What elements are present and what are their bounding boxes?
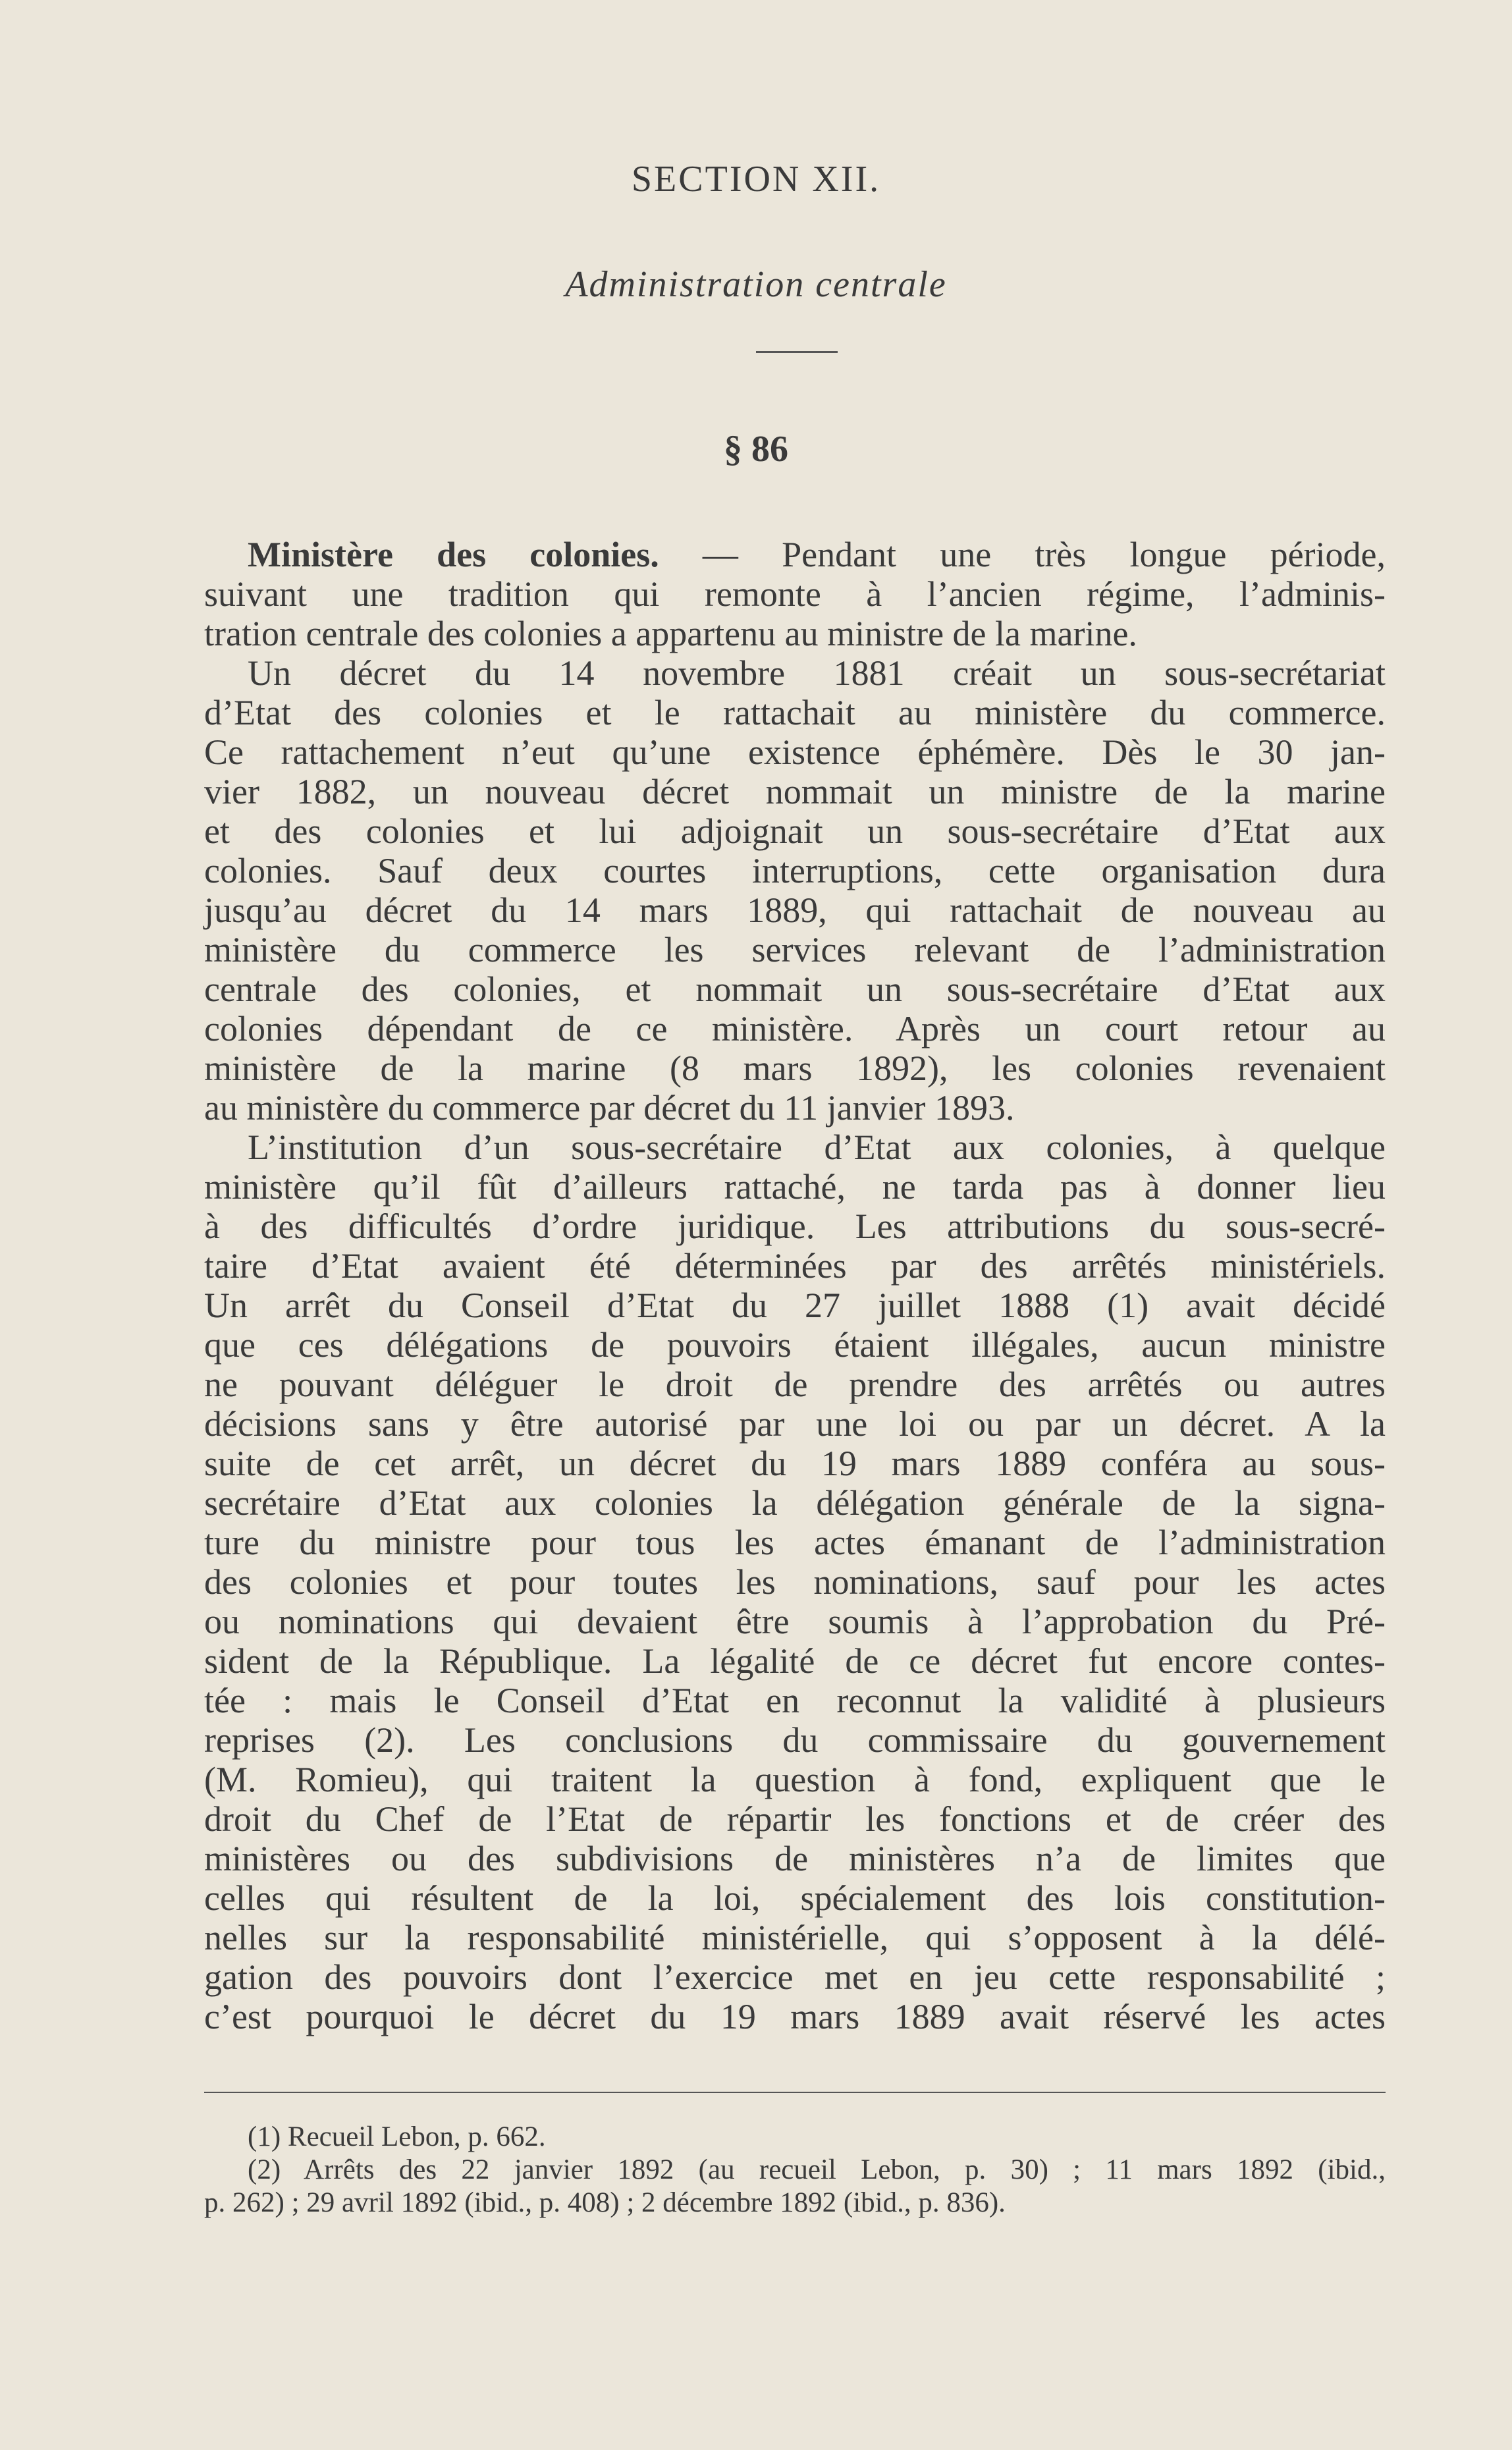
text-line: décisions sans y être autorisé par une loi ou par un décret. A la — [204, 1404, 1386, 1444]
text-line: tée : mais le Conseil d’Etat en reconnut la validité à plusieurs — [204, 1681, 1386, 1720]
text-line: tration centrale des colonies a appartenu au ministre de la marine. — [204, 614, 1137, 653]
text-line: sident de la République. La légalité de ce décret fut encore contes- — [204, 1641, 1386, 1681]
text-line: centrale des colonies, et nommait un sous-secrétaire d’Etat aux — [204, 969, 1386, 1009]
ornament-divider — [756, 351, 838, 353]
text-line: ture du ministre pour tous les actes émanant de l’administration — [204, 1523, 1386, 1562]
body-text — [204, 535, 1386, 2036]
footnote-line: (1) Recueil Lebon, p. 662. — [248, 2121, 546, 2152]
text-line: ministère de la marine (8 mars 1892), les colonies revenaient — [204, 1048, 1386, 1088]
text-line: ministère qu’il fût d’ailleurs rattaché, ne tarda pas à donner lieu — [204, 1167, 1386, 1207]
footnotes — [204, 2121, 1386, 2219]
section-subtitle: Administration centrale — [565, 264, 947, 305]
text-line: (M. Romieu), qui traitent la question à fond, expliquent que le — [204, 1760, 1386, 1799]
text-line — [204, 535, 1386, 574]
footnote-rule — [204, 2092, 1386, 2093]
text-line: vier 1882, un nouveau décret nommait un ministre de la marine — [204, 772, 1386, 811]
text-line: nelles sur la responsabilité ministérielle, qui s’opposent à la délé- — [204, 1918, 1386, 1957]
text-line: ou nominations qui devaient être soumis à l’approbation du Pré- — [204, 1602, 1386, 1641]
footnote-line: p. 262) ; 29 avril 1892 (ibid., p. 408) ; 2 décembre 1892 (ibid., p. 836). — [204, 2187, 1006, 2218]
text-line-content: — Pendant une très longue période, — [659, 535, 1386, 574]
text-line: colonies. Sauf deux courtes interruptions, cette organisation dura — [204, 851, 1386, 890]
text-line: reprises (2). Les conclusions du commissaire du gouvernement — [204, 1720, 1386, 1760]
text-line: Un arrêt du Conseil d’Etat du 27 juillet 1888 (1) avait décidé — [204, 1286, 1386, 1325]
lead-heading: Ministère des colonies. — [248, 535, 659, 574]
text-line: droit du Chef de l’Etat de répartir les fonctions et de créer des — [204, 1799, 1386, 1839]
text-line: colonies dépendant de ce ministère. Après un court retour au — [204, 1009, 1386, 1048]
text-line: taire d’Etat avaient été déterminées par des arrêtés ministériels. — [204, 1246, 1386, 1286]
text-line: des colonies et pour toutes les nominations, sauf pour les actes — [204, 1562, 1386, 1602]
text-line: ministères ou des subdivisions de ministères n’a de limites que — [204, 1839, 1386, 1878]
text-line: secrétaire d’Etat aux colonies la délégation générale de la signa- — [204, 1483, 1386, 1523]
text-line: celles qui résultent de la loi, spécialement des lois constitution- — [204, 1878, 1386, 1918]
text-line: gation des pouvoirs dont l’exercice met en jeu cette responsabilité ; — [204, 1957, 1386, 1997]
text-line: jusqu’au décret du 14 mars 1889, qui rattachait de nouveau au — [204, 890, 1386, 930]
text-line: à des difficultés d’ordre juridique. Les attributions du sous-secré- — [204, 1207, 1386, 1246]
text-line: c’est pourquoi le décret du 19 mars 1889 avait réservé les actes — [204, 1997, 1386, 2036]
text-line: suivant une tradition qui remonte à l’ancien régime, l’adminis- — [204, 574, 1386, 614]
footnote-line: (2) Arrêts des 22 janvier 1892 (au recueil Lebon, p. 30) ; 11 mars 1892 (ibid., — [248, 2154, 1386, 2185]
text-line: suite de cet arrêt, un décret du 19 mars 1889 conféra au sous- — [204, 1444, 1386, 1483]
text-line: au ministère du commerce par décret du 11 janvier 1893. — [204, 1088, 1015, 1128]
text-line: L’institution d’un sous-secrétaire d’Etat aux colonies, à quelque — [248, 1128, 1386, 1167]
section-heading: SECTION XII. — [631, 159, 881, 200]
text-line: ne pouvant déléguer le droit de prendre des arrêtés ou autres — [204, 1365, 1386, 1404]
text-line: et des colonies et lui adjoignait un sous-secrétaire d’Etat aux — [204, 811, 1386, 851]
paragraph-number: § 86 — [724, 429, 788, 470]
text-line: ministère du commerce les services relevant de l’administration — [204, 930, 1386, 969]
text-line: Un décret du 14 novembre 1881 créait un sous-secrétariat — [248, 653, 1386, 693]
text-line: Ce rattachement n’eut qu’une existence éphémère. Dès le 30 jan- — [204, 732, 1386, 772]
text-line: d’Etat des colonies et le rattachait au ministère du commerce. — [204, 693, 1386, 732]
text-line: que ces délégations de pouvoirs étaient illégales, aucun ministre — [204, 1325, 1386, 1365]
